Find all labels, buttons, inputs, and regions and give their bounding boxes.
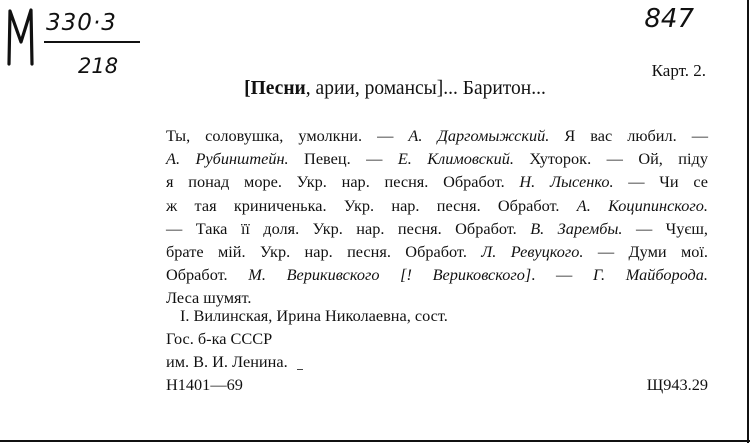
shelfmark-sub: 218 bbox=[78, 54, 119, 78]
composer-name: А. Даргомыжский. bbox=[408, 126, 550, 145]
contents-text: . — bbox=[531, 265, 593, 285]
composer-name: В. Зарембы. bbox=[530, 218, 623, 238]
card-number: Карт. 2. bbox=[651, 61, 706, 80]
contents-line bbox=[166, 147, 708, 170]
composer-name: Е. Климовский. bbox=[397, 149, 514, 169]
heading-bold: [Песни bbox=[244, 78, 306, 99]
contents-text: Я вас любил. — bbox=[549, 126, 709, 145]
library-line-2: им. В. И. Ленина. bbox=[166, 352, 288, 371]
contents-text: Обработ. bbox=[166, 265, 249, 285]
contents-text: Ты, соловушка, умолкни. — bbox=[166, 126, 409, 145]
contents-line bbox=[166, 263, 708, 286]
card-edge-bottom bbox=[0, 440, 750, 442]
contents-note bbox=[166, 124, 708, 310]
card-heading bbox=[0, 78, 750, 100]
contents-text: — Чи се bbox=[613, 172, 708, 192]
composer-name: Л. Ревуцкого. bbox=[481, 242, 584, 262]
contents-text: — Чуєш, bbox=[622, 218, 708, 238]
pencil-mark bbox=[297, 369, 303, 370]
contents-text: — Думи мої. bbox=[583, 242, 708, 262]
library-line-1: Гос. б-ка СССР bbox=[166, 329, 273, 348]
composer-name: А. Рубинштейн. bbox=[166, 149, 289, 169]
composer-name: Н. Лысенко. bbox=[519, 172, 614, 192]
corner-number: 847 bbox=[644, 4, 694, 34]
contents-text: брате мій. Укр. нар. песня. Обработ. bbox=[166, 242, 482, 262]
contents-text: Певец. — bbox=[288, 149, 398, 169]
contents-text: я понад море. Укр. нар. песня. Обработ. bbox=[166, 172, 520, 192]
contents-line bbox=[166, 170, 708, 193]
card-edge-right bbox=[747, 0, 749, 443]
shelfmark-letter-m bbox=[6, 8, 36, 66]
composer-name: М. Верикивского [! Вериковского] bbox=[248, 265, 532, 285]
compiler-entry: I. Вилинская, Ирина Николаевна, сост. bbox=[180, 306, 448, 325]
composer-name: Г. Майборода. bbox=[592, 265, 708, 285]
composer-name: А. Коципинского. bbox=[576, 195, 708, 215]
order-code: Н1401—69 bbox=[166, 375, 243, 394]
contents-line bbox=[166, 217, 708, 240]
heading-rest: , арии, романсы]... Баритон... bbox=[305, 78, 546, 99]
shelfmark-underline bbox=[44, 41, 140, 43]
contents-text: ж тая криниченька. Укр. нар. песня. Обработ. bbox=[166, 195, 577, 215]
contents-line bbox=[166, 194, 708, 217]
contents-text: — Така її доля. Укр. нар. песня. Обработ. bbox=[166, 218, 531, 238]
contents-text: Леса шумят. bbox=[166, 288, 252, 308]
contents-text: Хуторок. — Ой, піду bbox=[513, 149, 708, 169]
shelfmark-code: 330·3 bbox=[46, 10, 117, 36]
contents-line bbox=[166, 240, 708, 263]
contents-line bbox=[166, 124, 708, 147]
classification-code: Щ943.29 bbox=[646, 375, 708, 394]
